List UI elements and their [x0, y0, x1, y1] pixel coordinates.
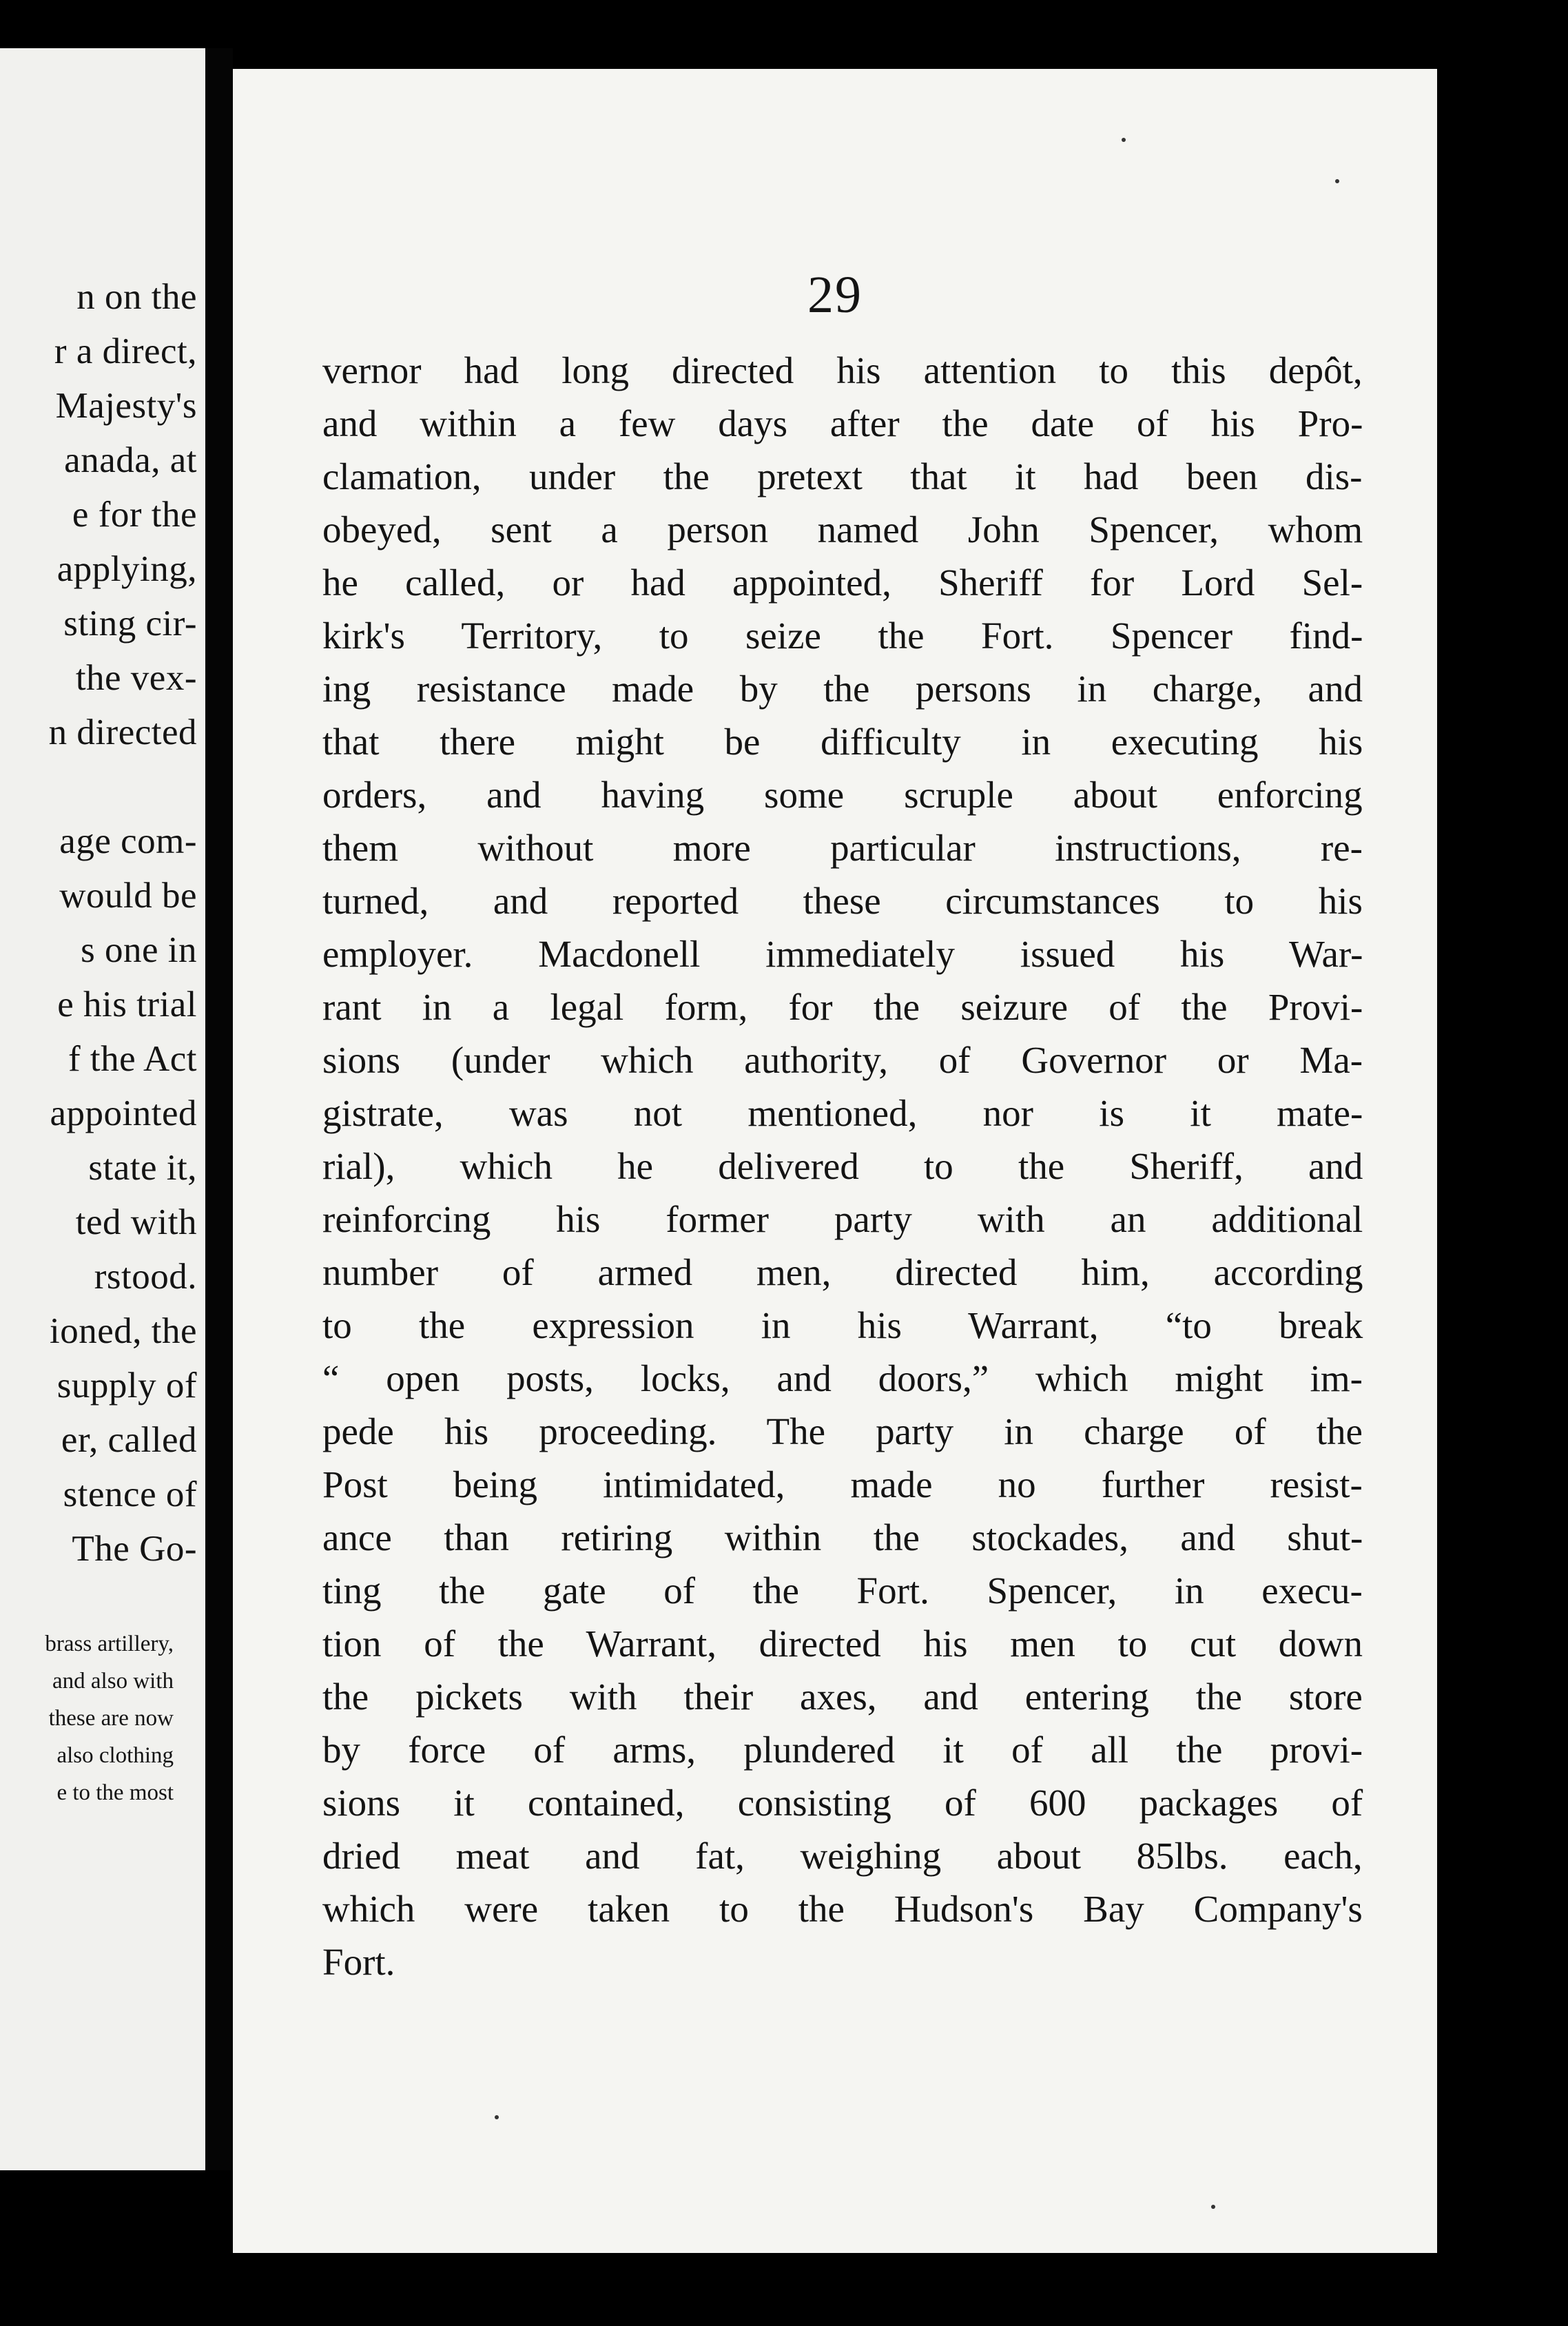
body-text-line: Post being intimidated, made no further resist- — [322, 1463, 1363, 1505]
body-text-line: to the expression in his Warrant, “to break — [322, 1304, 1363, 1346]
left-text-line: appointed — [50, 1093, 197, 1133]
left-footnote-line: brass artillery, — [45, 1632, 174, 1656]
left-text-line: applying, — [56, 549, 197, 589]
left-text-line: the vex- — [75, 658, 197, 698]
right-page — [233, 69, 1437, 2253]
left-text-line: The Go- — [72, 1529, 197, 1569]
left-text-line: anada, at — [64, 440, 197, 480]
left-text-line: age com- — [59, 821, 197, 861]
body-text-line: tion of the Warrant, directed his men to cut down — [322, 1623, 1363, 1665]
left-footnote-line: e to the most — [56, 1780, 174, 1805]
body-text-line: employer. Macdonell immediately issued his War- — [322, 933, 1363, 975]
body-text-line: rial), which he delivered to the Sheriff, and — [322, 1145, 1363, 1187]
book-gutter — [205, 48, 233, 2170]
body-text-line: reinforcing his former party with an additional — [322, 1198, 1363, 1240]
body-text-line: gistrate, was not mentioned, nor is it mate- — [322, 1092, 1363, 1134]
body-text-line: vernor had long directed his attention to this depôt, — [322, 349, 1363, 391]
body-text-line: kirk's Territory, to seize the Fort. Spencer find- — [322, 615, 1363, 657]
paper-speck — [1335, 179, 1339, 183]
left-text-line: rstood. — [94, 1257, 197, 1297]
left-text-line: f the Act — [68, 1039, 197, 1079]
body-text-line: and within a few days after the date of his Pro- — [322, 402, 1363, 444]
body-text-line: sions (under which authority, of Governor or Ma- — [322, 1039, 1363, 1081]
body-text-line: pede his proceeding. The party in charge of the — [322, 1410, 1363, 1452]
left-text-line: n directed — [48, 712, 197, 752]
left-text-line: s one in — [81, 930, 197, 970]
left-text-line: would be — [59, 876, 197, 916]
paper-speck — [1211, 2205, 1215, 2209]
left-text-line: ted with — [75, 1202, 197, 1242]
left-footnote-line: also clothing — [56, 1743, 174, 1768]
left-text-line: e for the — [72, 495, 197, 535]
left-text-line: stence of — [63, 1474, 197, 1514]
left-text-line: ioned, the — [50, 1311, 197, 1351]
body-text-line: sions it contained, consisting of 600 packages of — [322, 1782, 1363, 1824]
body-text-line: clamation, under the pretext that it had been dis- — [322, 455, 1363, 497]
left-text-line: supply of — [56, 1366, 197, 1406]
body-text-line: he called, or had appointed, Sheriff for Lord Sel- — [322, 562, 1363, 604]
left-text-line: state it, — [88, 1148, 197, 1188]
left-text-line: Majesty's — [55, 386, 197, 426]
paper-speck — [1122, 138, 1126, 142]
body-text-line: turned, and reported these circumstances to his — [322, 880, 1363, 922]
body-text-line: obeyed, sent a person named John Spencer, whom — [322, 508, 1363, 550]
body-text-line: orders, and having some scruple about enforcing — [322, 774, 1363, 816]
left-page — [0, 48, 205, 2170]
left-text-line: n on the — [76, 277, 197, 317]
left-text-line: r a direct, — [54, 331, 197, 371]
body-text-line: them without more particular instructions, re- — [322, 827, 1363, 869]
body-text-line: Fort. — [322, 1941, 395, 1983]
left-text-line: er, called — [61, 1420, 197, 1460]
page-number: 29 — [807, 266, 863, 324]
body-text-line: rant in a legal form, for the seizure of the Provi- — [322, 986, 1363, 1028]
body-text-line: by force of arms, plundered it of all the provi- — [322, 1729, 1363, 1771]
body-text-line: “ open posts, locks, and doors,” which might im- — [322, 1357, 1363, 1399]
paper-speck — [495, 2115, 499, 2119]
body-text-line: ing resistance made by the persons in charge, and — [322, 668, 1363, 710]
body-text-line: dried meat and fat, weighing about 85lbs. each, — [322, 1835, 1363, 1877]
left-text-line: e his trial — [57, 985, 197, 1025]
left-footnote-line: and also with — [52, 1669, 174, 1694]
left-text-line: sting cir- — [63, 604, 197, 644]
body-text-line: ting the gate of the Fort. Spencer, in execu- — [322, 1569, 1363, 1612]
body-text-line: ance than retiring within the stockades, and shut- — [322, 1516, 1363, 1558]
body-text-line: that there might be difficulty in executing his — [322, 721, 1363, 763]
body-text-line: which were taken to the Hudson's Bay Company's — [322, 1888, 1363, 1930]
body-text-line: the pickets with their axes, and entering the store — [322, 1676, 1363, 1718]
body-text-line: number of armed men, directed him, according — [322, 1251, 1363, 1293]
left-footnote-line: these are now — [48, 1706, 174, 1731]
